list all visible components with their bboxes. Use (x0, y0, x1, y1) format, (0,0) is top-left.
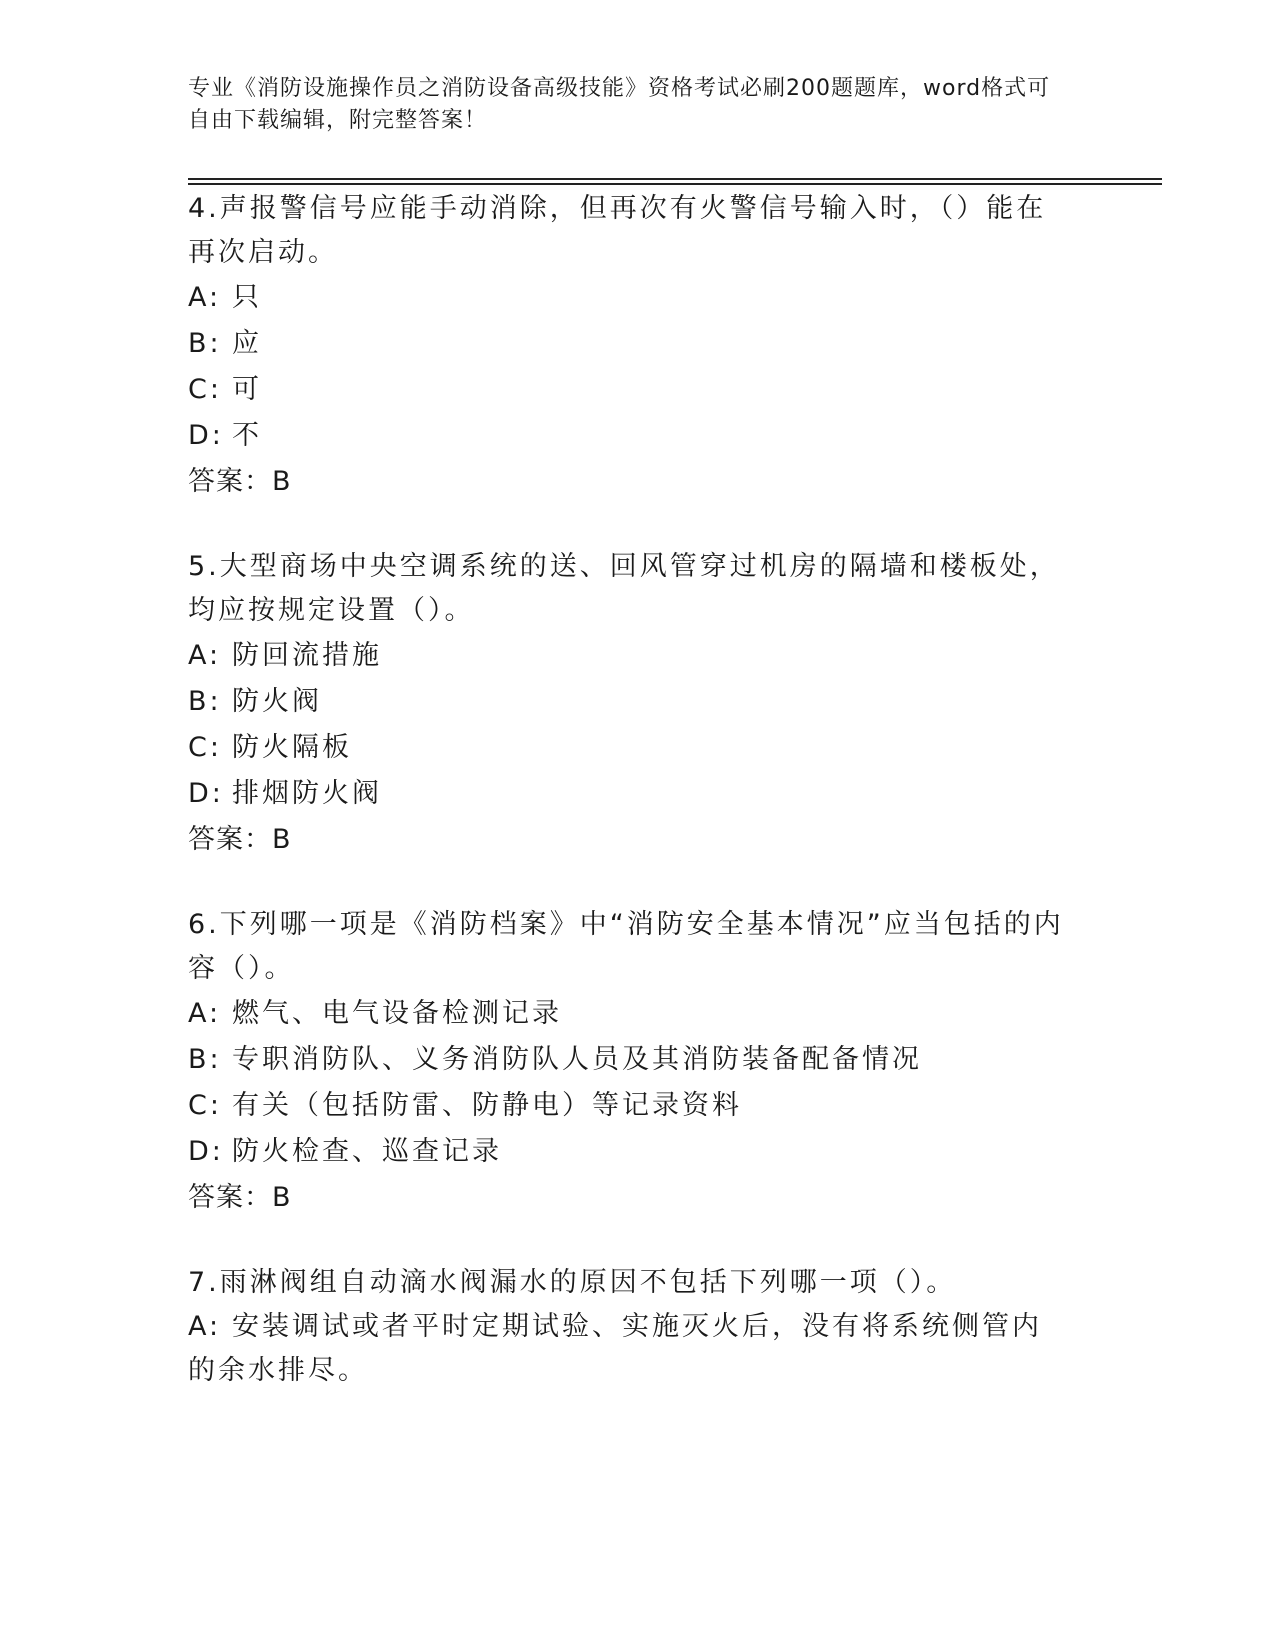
option-letter: A: (188, 998, 222, 1029)
option-text: 防火检查、巡查记录 (232, 1136, 502, 1167)
answer-line: 答案：B (188, 1182, 292, 1213)
option-letter: C: (188, 732, 222, 763)
option-text: 防回流措施 (232, 640, 382, 671)
option-b (188, 321, 1068, 367)
option-letter: A: (188, 282, 222, 313)
question-stem: 4.声报警信号应能手动消除，但再次有火警信号输入时，（）能在再次启动。 (188, 193, 1047, 268)
answer-line: 答案：B (188, 824, 292, 855)
option-c (188, 367, 1068, 413)
option-text: 应 (232, 328, 262, 359)
option-letter: C: (188, 1090, 222, 1121)
answer-line: 答案：B (188, 466, 292, 497)
option-text: 排烟防火阀 (232, 778, 382, 809)
option-a (188, 275, 1068, 321)
question-stem: 6.下列哪一项是《消防档案》中“消防安全基本情况”应当包括的内容（）。 (188, 909, 1064, 984)
option-letter: B: (188, 328, 222, 359)
option-text: 燃气、电气设备检测记录 (232, 998, 562, 1029)
option-d (188, 1129, 1068, 1175)
option-text: 安装调试或者平时定期试验、实施灭火后，没有将系统侧管内的余水排尽。 (188, 1311, 1042, 1386)
option-d (188, 771, 1068, 817)
header-divider-bottom (188, 183, 1162, 185)
option-letter: B: (188, 686, 222, 717)
header-divider-top (188, 178, 1162, 180)
option-letter: C: (188, 374, 222, 405)
option-text: 专职消防队、义务消防队人员及其消防装备配备情况 (232, 1044, 922, 1075)
option-c (188, 1083, 1068, 1129)
option-d (188, 413, 1068, 459)
question-6 (188, 903, 1068, 1221)
option-letter: D: (188, 420, 224, 451)
option-letter: D: (188, 778, 224, 809)
option-c (188, 725, 1068, 771)
option-b (188, 1037, 1068, 1083)
option-a (188, 1305, 1068, 1393)
option-text: 防火隔板 (232, 732, 352, 763)
option-text: 可 (232, 374, 262, 405)
option-letter: A: (188, 640, 222, 671)
question-7 (188, 1261, 1068, 1393)
question-list (188, 187, 1068, 1433)
option-text: 不 (232, 420, 262, 451)
question-stem: 7.雨淋阀组自动滴水阀漏水的原因不包括下列哪一项（）。 (188, 1267, 957, 1298)
option-text: 只 (232, 282, 262, 313)
option-text: 防火阀 (232, 686, 322, 717)
document-header: 专业《消防设施操作员之消防设备高级技能》资格考试必刷200题题库，word格式可自由下载编辑，附完整答案！ (188, 76, 1051, 133)
option-a (188, 991, 1068, 1037)
option-letter: B: (188, 1044, 222, 1075)
question-stem: 5.大型商场中央空调系统的送、回风管穿过机房的隔墙和楼板处，均应按规定设置（）。 (188, 551, 1060, 626)
question-4 (188, 187, 1068, 505)
option-letter: A: (188, 1311, 222, 1342)
option-text: 有关（包括防雷、防静电）等记录资料 (232, 1090, 742, 1121)
option-b (188, 679, 1068, 725)
option-a (188, 633, 1068, 679)
option-letter: D: (188, 1136, 224, 1167)
question-5 (188, 545, 1068, 863)
